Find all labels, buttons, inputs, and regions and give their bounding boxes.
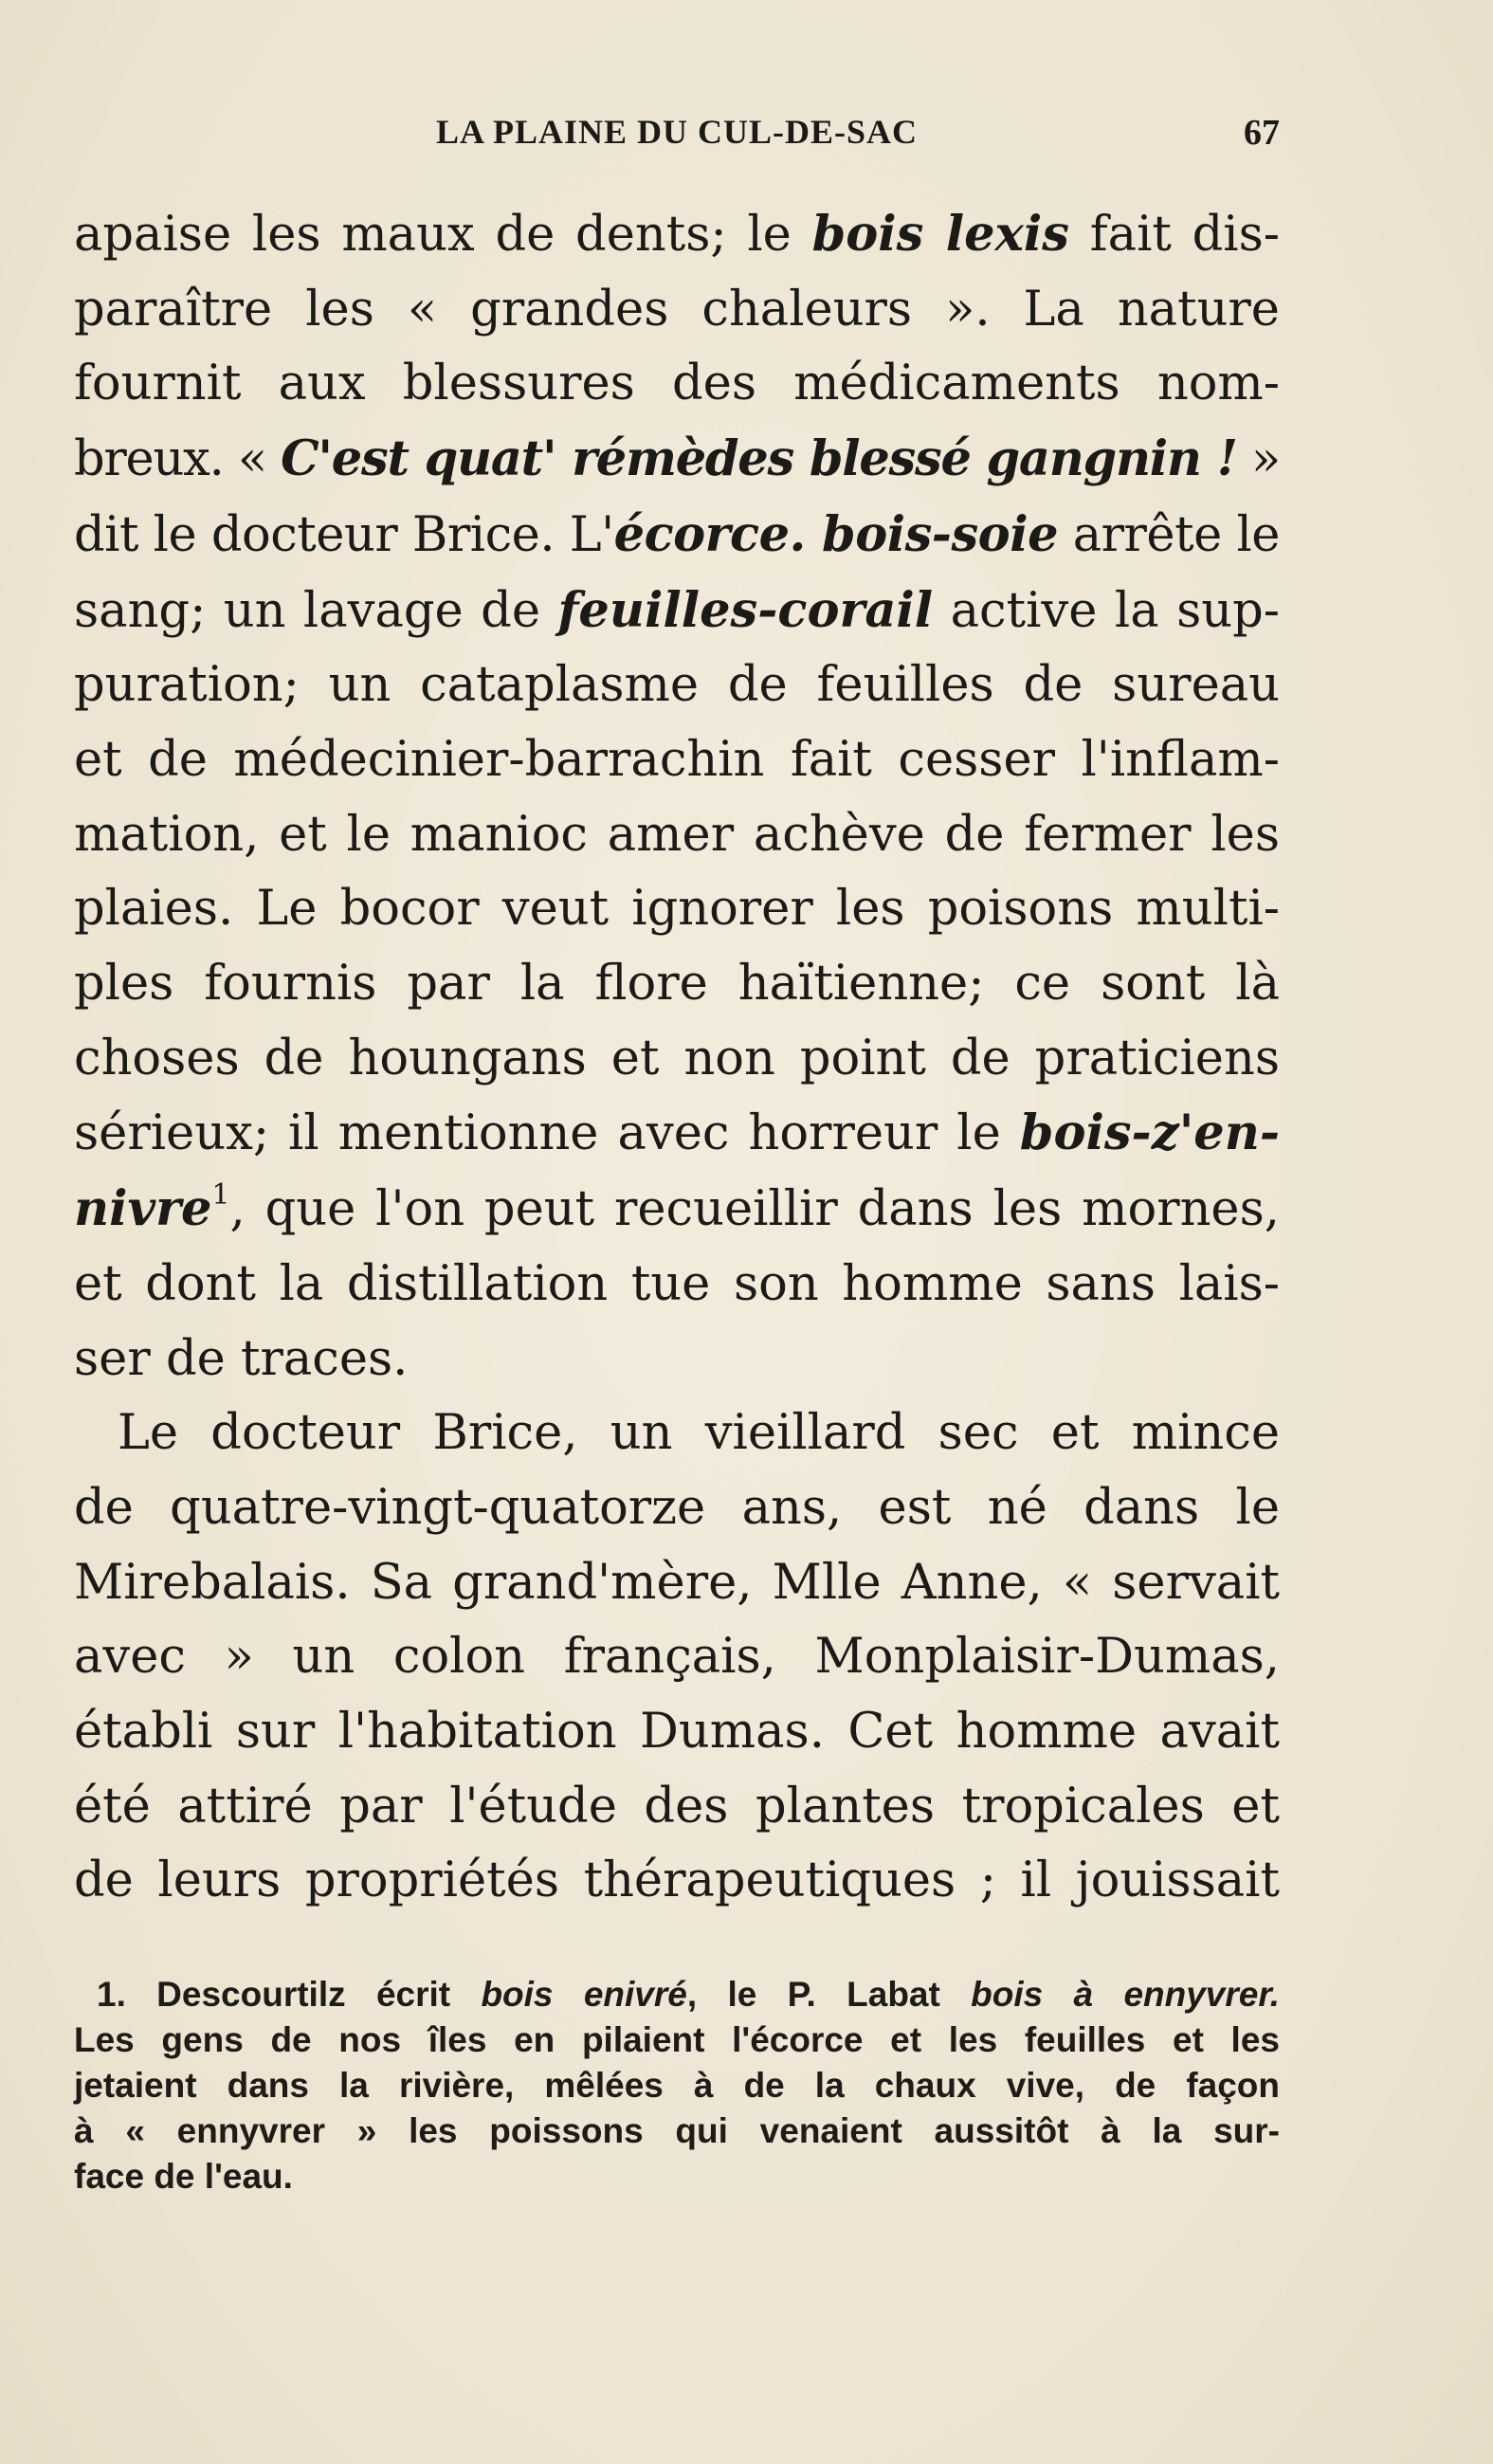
italic-term: bois lexis [811,206,1070,263]
text-line: puration; un cataplasme de feuilles de sureau [74,657,1280,714]
footnote-line: face de l'eau. [74,2157,293,2196]
footnote-line: Les gens de nos îles en pilaient l'écorce et les feuilles et les [74,2020,1280,2059]
footnote-line: jetaient dans la rivière, mêlées à de la chaux vive, de façon [74,2066,1280,2105]
text-span: arrête le [1058,506,1280,563]
text-line: Mirebalais. Sa grand'mère, Mlle Anne, « servait [74,1554,1280,1611]
text-span: active la sup- [933,582,1280,639]
text-span: sérieux; il mentionne avec horreur le [74,1105,1020,1162]
text-span: sang; un lavage de [74,582,558,639]
footnote-line [74,1972,1280,2017]
italic-term: nivre [74,1180,212,1238]
italic-quote: C'est quat' rémèdes blessé gangnin ! [281,430,1237,488]
text-span: 1. Descourtilz écrit [97,1975,482,2014]
italic-term: bois enivré [481,1975,687,2014]
text-line: été attiré par l'étude des plantes tropicales et [74,1778,1280,1834]
text-line: plaies. Le bocor veut ignorer les poisons multi- [74,881,1280,938]
text-line: ser de traces. [74,1330,409,1387]
running-title: LA PLAINE DU CUL-DE-SAC [435,113,919,151]
text-span: » [1236,431,1280,488]
text-line [74,574,1280,649]
footnote [74,1972,1280,2199]
text-line [74,197,1280,273]
text-line: Le docteur Brice, un vieillard sec et mince [118,1405,1280,1462]
text-line: paraître les « grandes chaleurs ». La nature [74,281,1280,338]
italic-term: bois à ennyvrer. [971,1975,1280,2014]
text-span: , que l'on peut recueillir dans les mornes, [229,1181,1280,1238]
text-line [74,422,1280,498]
page-header [74,112,1280,159]
text-line: mation, et le manioc amer achève de fermer les [74,806,1280,863]
text-line: de quatre-vingt-quatorze ans, est né dans le [74,1479,1280,1536]
text-span: apaise les maux de dents; le [74,207,812,263]
paragraph-2 [74,1396,1280,1919]
text-span: dit le docteur Brice. L' [74,506,614,563]
text-line [74,1096,1280,1172]
footnote-marker: 1 [211,1178,230,1213]
text-line: fournit aux blessures des médicaments nom- [74,356,1280,412]
text-line: choses de houngans et non point de praticiens [74,1030,1280,1086]
italic-term: feuilles-corail [557,581,934,639]
text-span: , le P. Labat [686,1975,972,2014]
text-line [74,498,1280,574]
page-number: 67 [1244,113,1280,153]
footnote-line: à « ennyvrer » les poissons qui venaient aussitôt à la sur- [74,2111,1280,2150]
italic-term: écorce. bois-soie [613,505,1059,563]
text-span: breux. « [74,431,282,488]
text-line: avec » un colon français, Monplaisir-Dumas, [74,1629,1280,1686]
text-line: et de médecinier-barrachin fait cesser l'inflam- [74,731,1280,788]
text-line: et dont la distillation tue son homme sans lais- [74,1255,1280,1312]
text-line [74,1172,1280,1248]
text-line: ples fournis par la flore haïtienne; ce sont là [74,956,1280,1013]
text-span: fait dis- [1069,207,1280,263]
text-line: établi sur l'habitation Dumas. Cet homme avait [74,1704,1280,1761]
body-text [74,197,1280,1919]
paragraph-1 [74,197,1280,1396]
text-line: de leurs propriétés thérapeutiques ; il jouissait [74,1853,1280,1909]
italic-term: bois-z'en- [1019,1104,1280,1162]
